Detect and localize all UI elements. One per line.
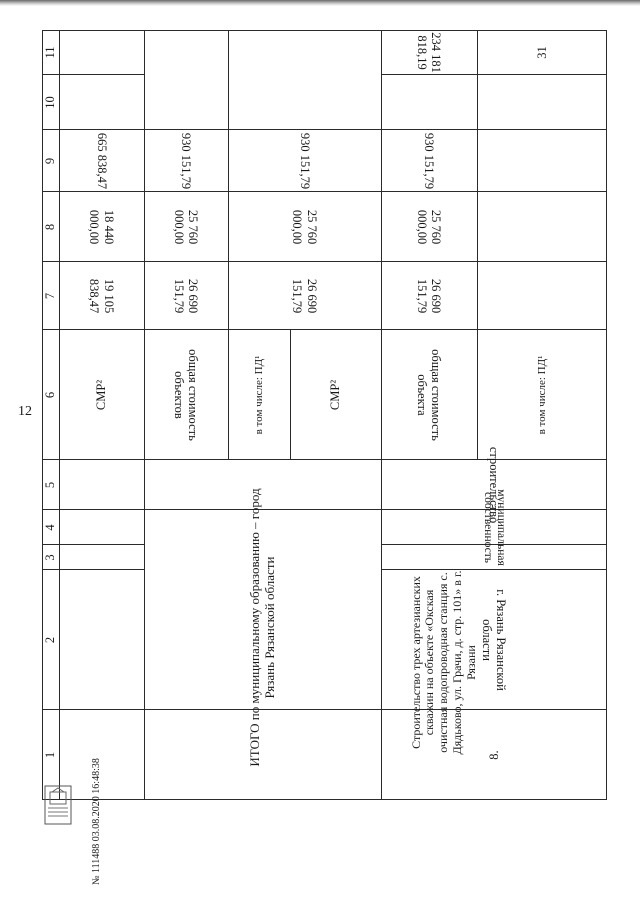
page-number: 12	[18, 404, 32, 419]
row8-cell-type-b: в том числе: ПД¹	[535, 355, 548, 435]
col-3-number: 3	[43, 554, 58, 561]
row8-cell-col11: 234 181 818,19	[415, 32, 444, 73]
row1-cell-type: СМР²	[94, 379, 109, 411]
row8-cell-col8: 25 760 000,00	[415, 209, 444, 245]
total-cell-col8-a: 25 760 000,00	[172, 209, 201, 245]
row8-ownership: муниципальная собственность	[482, 489, 508, 566]
row8-number: 8.	[486, 750, 501, 760]
total-cell-col8-c: 25 760 000,00	[290, 209, 319, 245]
row8-cell-col7: 26 690 151,79	[415, 278, 444, 314]
row1-cell-col7: 19 105 838,47	[87, 278, 116, 314]
col-6-number: 6	[43, 391, 58, 399]
footer-text: № 111488 03.08.2020 16:48:38	[91, 758, 102, 885]
total-cell-type-a: общая стоимость объектов	[172, 349, 201, 441]
col-8-number: 8	[43, 223, 58, 231]
col-5-number: 5	[43, 481, 58, 489]
kremlin-stamp-icon	[42, 784, 74, 826]
col-1-number: 1	[43, 751, 58, 759]
row8-work-type: строительство	[487, 446, 502, 524]
col-4-number: 4	[43, 524, 58, 531]
budget-table-rotated	[42, 30, 607, 800]
row1-cell-col8: 18 440 000,00	[87, 209, 116, 245]
row1-cell-col9: 665 838,47	[94, 132, 109, 190]
total-cell-col7-a: 26 690 151,79	[172, 278, 201, 314]
col-10-number: 10	[43, 96, 58, 109]
row8-cell-col12: 31	[534, 46, 549, 59]
total-cell-col9-c: 930 151,79	[297, 132, 312, 190]
col-7-number: 7	[43, 292, 58, 300]
budget-table	[42, 30, 607, 800]
total-label: ИТОГО по муниципальному образованию – город Рязань Рязанской области	[246, 488, 277, 767]
col-9-number: 9	[43, 157, 58, 165]
total-cell-type-c: СМР²	[328, 379, 343, 411]
row8-cell-type-a: общая стоимость объекта	[415, 349, 444, 441]
col-2-number: 2	[43, 636, 58, 644]
scan-top-edge	[0, 0, 640, 6]
col-11-number: 11	[43, 46, 58, 59]
total-cell-col9-a: 930 151,79	[179, 132, 194, 190]
total-cell-type-b: в том числе: ПД¹	[252, 355, 265, 435]
row8-location: г. Рязань Рязанской области	[480, 589, 509, 691]
document-footer	[90, 758, 104, 885]
row8-object-description: Строительство трех артезианских скважин на объекте «Окская очистная водопроводная станция с. Дядьково, ул. Грачи, д. стр. 101» в г. Рязани	[408, 570, 478, 755]
total-cell-col7-c: 26 690 151,79	[290, 278, 319, 314]
row8-cell-col9: 930 151,79	[422, 132, 437, 190]
